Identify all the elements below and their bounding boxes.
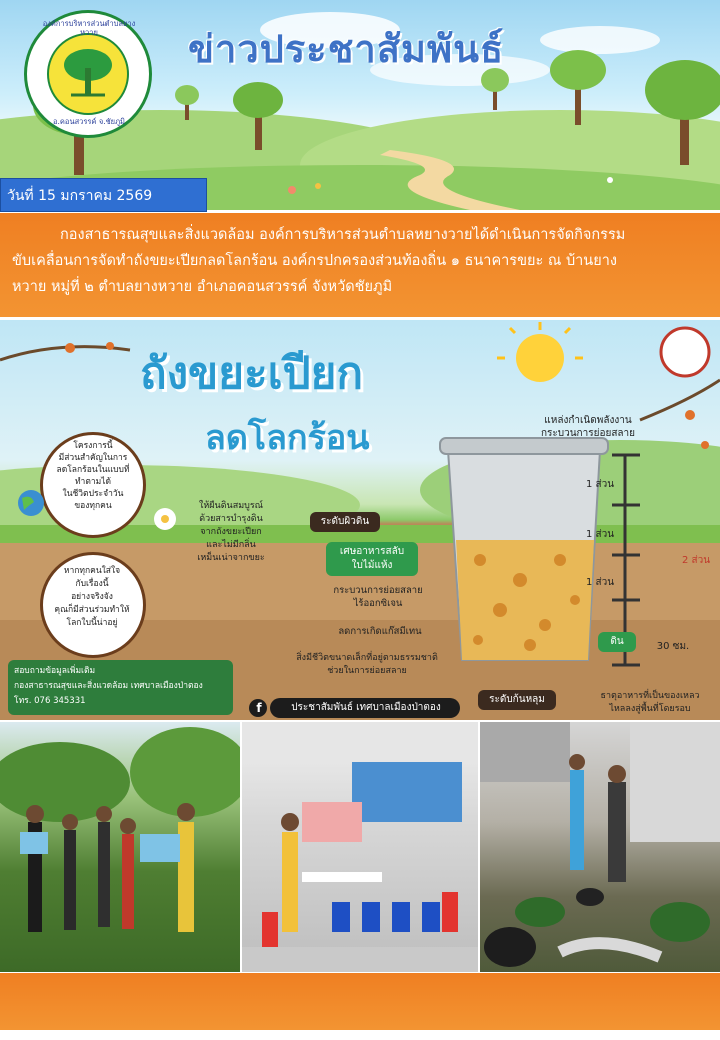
nutrients-line: ธาตุอาหารที่เป็นของเหลว xyxy=(600,691,700,701)
bubble2-line: อย่างจริงจัง xyxy=(71,592,113,602)
bubble1-line: ของทุกคน xyxy=(74,501,112,511)
two-parts-label: 2 ส่วน xyxy=(681,555,711,566)
organisms-note xyxy=(282,652,452,678)
bubble1-line: ในชีวิตประจำวัน xyxy=(62,489,124,499)
food-waste-tag xyxy=(326,542,418,576)
news-line-1: กองสาธารณสุขและสิ่งแวดล้อม องค์การบริหารส่วนตำบลหยางวายได้ดำเนินการจัดกิจกรรม xyxy=(60,227,626,243)
facebook-page-label: ประชาสัมพันธ์ เทศบาลเมืองป่าตอง xyxy=(291,702,441,713)
flower-note-line: เหม็นเน่าจากขยะ xyxy=(197,553,265,563)
page-title: ข่าวประชาสัมพันธ์ xyxy=(188,26,505,71)
poster-title-line1: ถังขยะเปียก xyxy=(140,348,364,399)
flower-note-line: จากถังขยะเปียก xyxy=(200,527,262,537)
methane-note: ลดการเกิดแก๊สมีเทน xyxy=(338,626,422,637)
date-label: วันที่ 15 มกราคม 2569 xyxy=(0,178,207,212)
sun-note xyxy=(518,414,658,440)
compost-bin-infographic xyxy=(0,320,720,720)
info-bubble-2-text xyxy=(42,565,142,630)
flower-note xyxy=(176,500,286,565)
bubble2-line: โลกใบนี้น่าอยู่ xyxy=(66,618,118,628)
garden-scene xyxy=(0,722,240,972)
sun-note-line1: แหล่งกำเนิดพลังงาน xyxy=(544,415,632,426)
bubble1-line: มีส่วนสำคัญในการ xyxy=(58,453,128,463)
compost-pit-scene xyxy=(480,722,720,972)
organisms-line: สิ่งมีชีวิตขนาดเล็กที่อยู่ตามธรรมชาติ xyxy=(296,653,438,663)
process-note xyxy=(318,584,438,610)
nutrients-line: ไหลลงสู่พื้นที่โดยรอบ xyxy=(609,704,691,714)
bubble2-line: คุณก็มีส่วนร่วมทำให้ xyxy=(54,605,130,615)
part-label-2: 1 ส่วน xyxy=(585,529,615,540)
soil-tag: ดิน xyxy=(598,632,636,652)
contact-line: สอบถามข้อมูลเพิ่มเติม xyxy=(14,666,96,676)
logo-bottom-text: อ.คอนสวรรค์ จ.ชัยภูมิ xyxy=(53,117,125,126)
footer-bar xyxy=(0,973,720,1030)
part-label-1: 1 ส่วน xyxy=(585,479,615,490)
food-waste-line: ใบไม้แห้ง xyxy=(351,560,393,571)
surface-level-tag: ระดับผิวดิน xyxy=(310,512,380,532)
sun-note-line2: กระบวนการย่อยสลาย xyxy=(540,428,636,439)
news-line-2: ขับเคลื่อนการจัดทำถังขยะเปียกลดโลกร้อน องค์กรปกครองส่วนท้องถิ่น ๑ ธนาคารขยะ ณ บ้านยาง xyxy=(12,253,617,269)
bubble2-line: กับเรื่องนี้ xyxy=(75,579,109,589)
contact-line: โทร. 076 345331 xyxy=(14,696,86,706)
flower-note-line: และไม่มีกลิ่น xyxy=(206,540,256,550)
facebook-icon: f xyxy=(256,701,262,715)
process-line: กระบวนการย่อยสลาย xyxy=(333,585,423,596)
contact-box xyxy=(14,664,234,709)
flower-icon xyxy=(152,506,178,532)
info-bubble-1-text xyxy=(44,440,142,512)
process-line: ไร้ออกซิเจน xyxy=(353,598,403,609)
photo-meeting xyxy=(242,722,478,972)
bottom-level-tag: ระดับก้นหลุม xyxy=(478,690,556,710)
depth-label: 30 ซม. xyxy=(656,641,690,652)
bubble2-line: หากทุกคนใส่ใจ xyxy=(63,566,121,576)
contact-line: กองสาธารณสุขและสิ่งแวดล้อม เทศบาลเมืองป่าตอง xyxy=(14,681,203,691)
food-waste-line: เศษอาหารสลับ xyxy=(339,546,405,557)
news-line-3: หวาย หมู่ที่ ๒ ตำบลยางหวาย อำเภอคอนสวรรค์ จังหวัดชัยภูมิ xyxy=(12,279,393,295)
flower-note-line: ให้ผืนดินสมบูรณ์ xyxy=(198,501,264,511)
organization-logo xyxy=(24,10,152,138)
nutrients-note xyxy=(585,690,715,716)
bubble1-line: ทำตามได้ xyxy=(74,477,112,487)
meeting-scene xyxy=(242,722,478,972)
poster-title-line2: ลดโลกร้อน xyxy=(205,418,370,458)
organisms-line: ช่วยในการย่อยสลาย xyxy=(327,666,407,676)
flower-note-line: ด้วยสารบำรุงดิน xyxy=(199,514,263,524)
bubble1-line: โครงการนี้ xyxy=(73,441,113,451)
bubble1-line: ลดโลกร้อนในแบบที่ xyxy=(56,465,130,475)
part-label-3: 1 ส่วน xyxy=(585,577,615,588)
photo-compost-pit xyxy=(480,722,720,972)
logo-top-text: องค์การบริหารส่วนตำบลยางหวาย xyxy=(42,19,136,37)
globe-icon xyxy=(16,488,46,518)
photo-garden-group xyxy=(0,722,240,972)
news-text-block xyxy=(0,213,720,317)
